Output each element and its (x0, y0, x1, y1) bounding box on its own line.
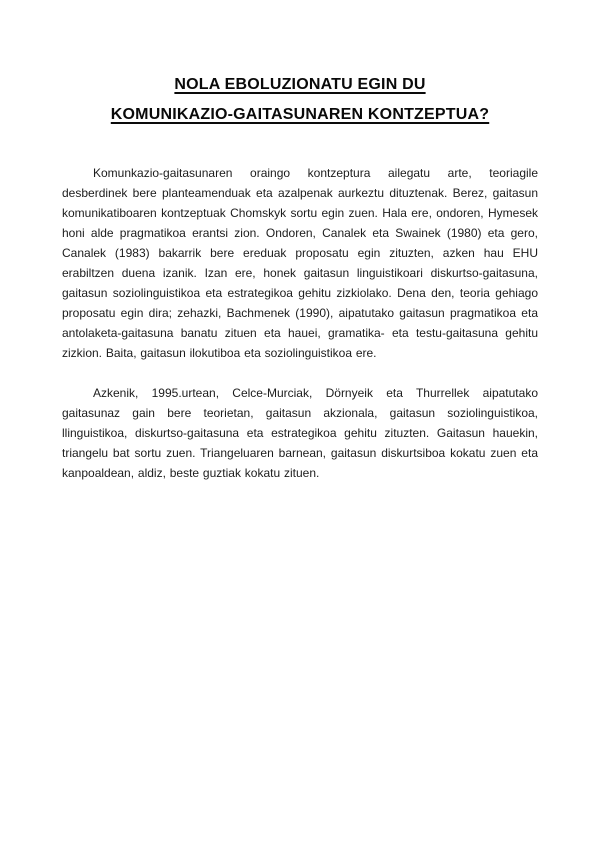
title-line-1: NOLA EBOLUZIONATU EGIN DU (174, 76, 426, 93)
paragraph-1: Komunkazio-gaitasunaren oraingo kontzeptura ailegatu arte, teoriagile desberdinek bere planteamenduak eta azalpenak aurkeztu dituztenak. Berez, gaitasun komunikatiboaren kontzeptuak Chomskyk sortu egin zuen. Hala ere, ondoren, Hymesek honi alde pragmatikoa erantsi zion. Ondoren, Canalek eta Swainek (1980) eta gero, Canalek (1983) bakarrik bere ereduak proposatu egin zituzten, azken hau EHU erabiltzen duena izanik. Izan ere, honek gaitasun linguistikoari diskurtso-gaitasuna, gaitasun soziolinguistikoa eta estrategikoa gehitu zizkiolako. Dena den, teoria gehiago proposatu egin dira; zehazki, Bachmenek (1990), aipatutako gaitasun pragmatikoa eta antolaketa-gaitasuna banatu zituen eta hauei, gramatika- eta testu-gaitasuna gehitu zizkion. Baita, gaitasun ilokutiboa eta soziolinguistikoa ere. (62, 166, 538, 360)
document-body (62, 163, 538, 483)
document-title (62, 70, 538, 130)
title-line-2: KOMUNIKAZIO-GAITASUNAREN KONTZEPTUA? (110, 106, 490, 123)
paragraph-2: Azkenik, 1995.urtean, Celce-Murciak, Dörnyeik eta Thurrellek aipatutako gaitasunaz gain bere teorietan, gaitasun akzionala, gaitasun soziolinguistikoa, llinguistikoa, diskurtso-gaitasuna eta estrategikoa gehitu zituzten. Gaitasun hauekin, triangelu bat sortu zuen. Triangeluaren barnean, gaitasun diskurtsiboa kokatu zuen eta kanpoaldean, aldiz, beste guztiak kokatu zituen. (62, 386, 538, 480)
